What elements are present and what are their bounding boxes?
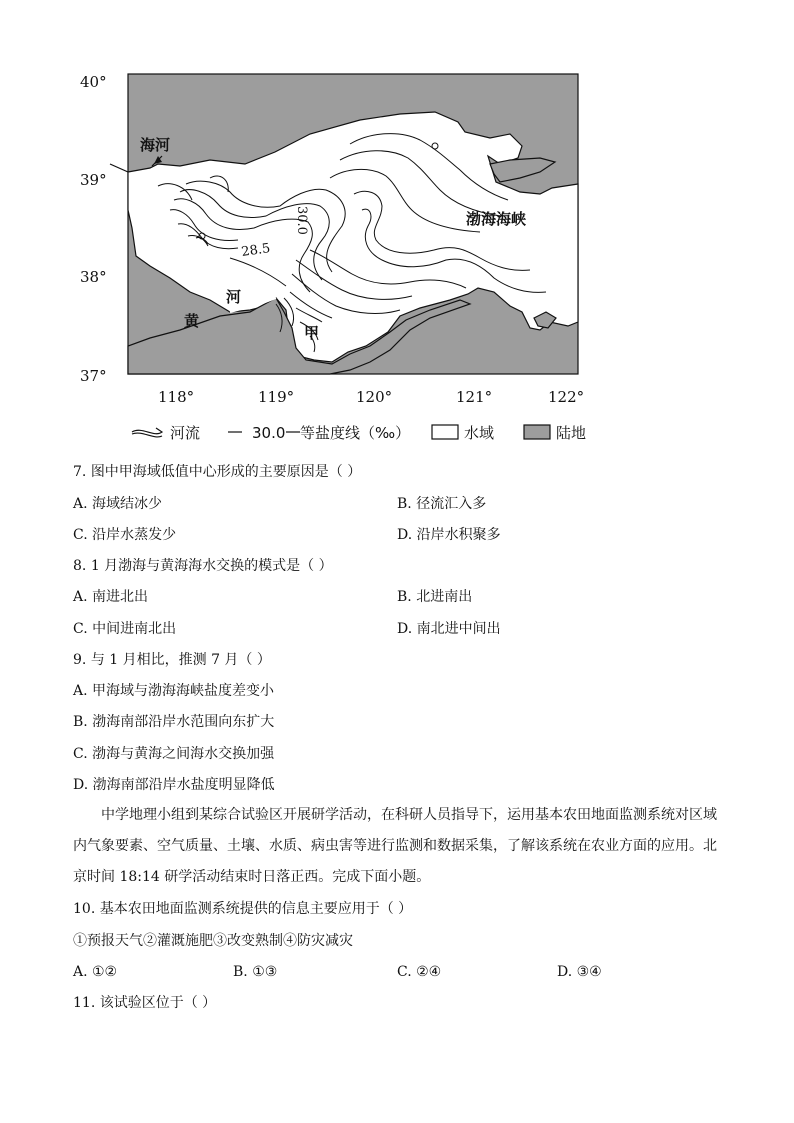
option-b[interactable]: B. 北进南出	[397, 589, 473, 605]
question-10-choices: ①预报天气②灌溉施肥③改变熟制④防灾减灾	[73, 933, 353, 949]
option-a[interactable]: A. 海域结冰少	[73, 496, 163, 512]
legend-isohaline: 等盐度线（‰）	[300, 424, 411, 442]
legend-river: 河流	[170, 424, 201, 442]
question-7	[73, 463, 361, 481]
lat-label: 40°	[80, 73, 107, 91]
option-a[interactable]: A. 南进北出	[73, 589, 149, 605]
lon-label: 118°	[158, 388, 195, 406]
lon-label: 121°	[456, 388, 493, 406]
question-stem: 该试验区位于（ ）	[99, 995, 217, 1011]
passage-line: 京时间 18:14 研学活动结束时日落正西。完成下面小题。	[73, 869, 431, 885]
lat-label: 39°	[80, 171, 107, 189]
question-number: 9.	[73, 652, 87, 668]
land-legend-icon	[524, 425, 550, 439]
haihe-label: 海河	[140, 136, 171, 154]
lon-label: 122°	[548, 388, 585, 406]
map-legend	[132, 424, 586, 442]
option-c[interactable]: C. 沿岸水蒸发少	[73, 527, 177, 543]
option-c[interactable]: C. 渤海与黄海之间海水交换加强	[73, 746, 275, 762]
lon-label: 119°	[258, 388, 295, 406]
option-b[interactable]: B. ①③	[233, 964, 278, 980]
water-legend-icon	[432, 425, 458, 439]
option-d[interactable]: D. 南北进中间出	[397, 621, 501, 637]
option-d[interactable]: D. ③④	[557, 964, 602, 980]
option-c[interactable]: C. 中间进南北出	[73, 621, 177, 637]
question-stem: 与 1 月相比，推测 7 月（ ）	[90, 652, 271, 668]
bohai-salinity-map	[70, 60, 610, 460]
question-stem: 图中甲海域低值中心形成的主要原因是（ ）	[90, 464, 362, 480]
strait-label: 渤海海峡	[466, 210, 527, 228]
option-d[interactable]: D. 渤海南部沿岸水盐度明显降低	[73, 777, 275, 793]
contour-label-30: 30.0	[294, 206, 309, 235]
lon-label: 120°	[356, 388, 393, 406]
option-b[interactable]: B. 渤海南部沿岸水范围向东扩大	[73, 714, 275, 730]
contour-label-28-5: 28.5	[240, 241, 272, 260]
passage-line: 内气象要素、空气质量、土壤、水质、病虫害等进行监测和数据采集，了解该系统在农业方面的应用。北	[73, 838, 717, 854]
option-a[interactable]: A. 甲海域与渤海海峡盐度差变小	[73, 683, 275, 699]
option-a[interactable]: A. ①②	[73, 964, 118, 980]
question-10	[73, 900, 412, 918]
lat-label: 38°	[80, 268, 107, 286]
question-number: 10.	[73, 901, 96, 917]
question-number: 8.	[73, 558, 87, 574]
lat-label: 37°	[80, 367, 107, 385]
map-svg	[70, 60, 610, 460]
option-c[interactable]: C. ②④	[397, 964, 442, 980]
option-b[interactable]: B. 径流汇入多	[397, 496, 487, 512]
legend-isohaline-value: 30.0	[252, 424, 286, 442]
question-stem: 基本农田地面监测系统提供的信息主要应用于（ ）	[99, 901, 413, 917]
legend-land: 陆地	[556, 424, 587, 442]
he-label: 河	[226, 288, 242, 306]
passage-line: 中学地理小组到某综合试验区开展研学活动，在科研人员指导下，运用基本农田地面监测系统对区域	[101, 807, 717, 823]
huang-label: 黄	[184, 312, 200, 330]
option-d[interactable]: D. 沿岸水积聚多	[397, 527, 501, 543]
question-stem: 1 月渤海与黄海海水交换的模式是（ ）	[90, 558, 333, 574]
question-number: 7.	[73, 464, 87, 480]
question-9	[73, 651, 271, 669]
passage	[73, 800, 723, 893]
question-11	[73, 994, 216, 1012]
question-8	[73, 557, 333, 575]
question-number: 11.	[73, 995, 96, 1011]
legend-water: 水域	[464, 424, 495, 442]
jia-label: 甲	[304, 324, 320, 342]
